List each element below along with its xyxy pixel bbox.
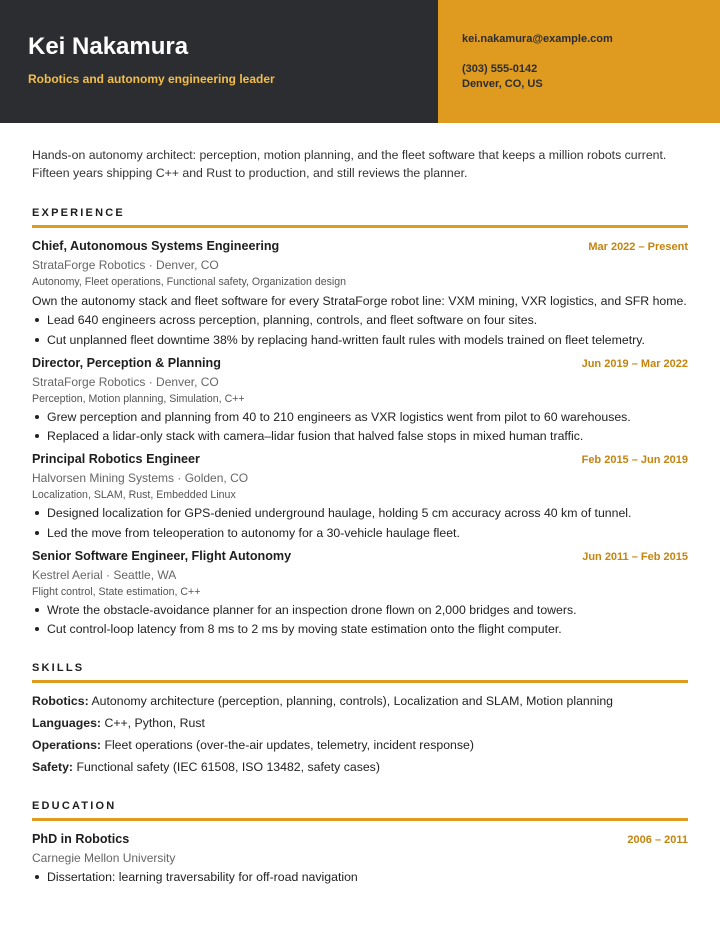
job-bullet: Led the move from teleoperation to autonomy for a 30-vehicle haulage fleet.: [32, 525, 688, 541]
job-bullet: Wrote the obstacle-avoidance planner for an inspection drone flown on 2,000 bridges and towers.: [32, 602, 688, 618]
skill-value: C++, Python, Rust: [104, 716, 205, 730]
skill-value: Autonomy architecture (perception, planning, controls), Localization and SLAM, Motion planning: [91, 694, 614, 708]
education-entry: [32, 832, 688, 885]
section-title-education: EDUCATION: [32, 800, 688, 821]
job-org: Halvorsen Mining Systems · Golden, CO: [32, 471, 249, 485]
job-bullet: Cut unplanned fleet downtime 38% by replacing hand-written fault rules with models trained on fleet telemetry.: [32, 332, 688, 348]
skill-label: Languages:: [32, 716, 102, 730]
skill-row: [32, 737, 688, 753]
education-dates: 2006 – 2011: [627, 834, 688, 846]
skill-row: [32, 759, 688, 775]
job-title: Principal Robotics Engineer: [32, 452, 200, 466]
education-degree: PhD in Robotics: [32, 832, 130, 846]
summary: Hands-on autonomy architect: perception, motion planning, and the fleet software that keeps a million robots current. Fifteen years shipping C++ and Rust to production, and still reviews the planner.: [32, 148, 667, 180]
contact-email[interactable]: kei.nakamura@example.com: [462, 33, 613, 45]
job-bullet: Cut control-loop latency from 8 ms to 2 ms by moving state estimation onto the flight computer.: [32, 621, 688, 637]
header-name-panel: [0, 0, 438, 123]
job-tags: Autonomy, Fleet operations, Functional safety, Organization design: [32, 276, 347, 288]
job-bullets: [32, 312, 688, 348]
job-description: Own the autonomy stack and fleet software for every StrataForge robot line: VXM mining, VXR logistics, and SFR home.: [32, 294, 687, 308]
job-entry: [32, 239, 688, 348]
job-title: Senior Software Engineer, Flight Autonomy: [32, 548, 292, 563]
candidate-tagline: Robotics and autonomy engineering leader: [28, 72, 275, 86]
job-bullet: Grew perception and planning from 40 to 210 engineers as VXR logistics went from pilot to 60 warehouses.: [32, 409, 688, 425]
job-bullet: Replaced a lidar-only stack with camera–lidar fusion that halved false stops in mixed human traffic.: [32, 428, 688, 444]
job-tags: Perception, Motion planning, Simulation, C++: [32, 392, 245, 405]
resume-header: [0, 0, 720, 123]
skill-value: Fleet operations (over-the-air updates, telemetry, incident response): [104, 738, 474, 752]
job-entry: [32, 549, 688, 638]
job-org: Kestrel Aerial · Seattle, WA: [32, 567, 177, 582]
resume-body: [0, 146, 720, 885]
job-bullet: Lead 640 engineers across perception, planning, controls, and fleet software on four sites.: [32, 312, 688, 328]
candidate-name: Kei Nakamura: [28, 33, 189, 60]
education-bullets: [32, 869, 688, 885]
job-title: Chief, Autonomous Systems Engineering: [32, 239, 280, 253]
job-title: Director, Perception & Planning: [32, 355, 221, 370]
job-org: StrataForge Robotics · Denver, CO: [32, 258, 219, 272]
education-bullet: Dissertation: learning traversability for off-road navigation: [32, 869, 688, 885]
skill-label: Robotics:: [32, 694, 89, 708]
skill-row: [32, 715, 688, 731]
job-org: StrataForge Robotics · Denver, CO: [32, 374, 219, 389]
education-school: Carnegie Mellon University: [32, 851, 176, 865]
job-entry: [32, 356, 688, 445]
contact-location: Denver, CO, US: [462, 78, 543, 90]
job-dates: Jun 2019 – Mar 2022: [581, 357, 688, 370]
job-dates: Jun 2011 – Feb 2015: [582, 550, 688, 563]
skill-value: Functional safety (IEC 61508, ISO 13482, safety cases): [76, 760, 380, 774]
section-title-experience: EXPERIENCE: [32, 207, 688, 228]
job-bullets: [32, 505, 688, 541]
job-bullets: [32, 602, 688, 638]
header-contact-panel: [438, 0, 720, 123]
job-dates: Mar 2022 – Present: [588, 241, 688, 253]
job-dates: Feb 2015 – Jun 2019: [581, 454, 688, 466]
job-tags: Flight control, State estimation, C++: [32, 585, 201, 598]
job-entry: [32, 452, 688, 541]
job-bullets: [32, 409, 688, 445]
skill-label: Safety:: [32, 760, 74, 774]
job-bullet: Designed localization for GPS-denied underground haulage, holding 5 cm accuracy across 40 km of tunnel.: [32, 505, 688, 521]
skills-list: [32, 693, 688, 775]
job-tags: Localization, SLAM, Rust, Embedded Linux: [32, 489, 236, 501]
skill-row: [32, 693, 688, 709]
section-title-skills: SKILLS: [32, 662, 688, 683]
skill-label: Operations:: [32, 738, 102, 752]
contact-phone[interactable]: (303) 555-0142: [462, 63, 538, 75]
